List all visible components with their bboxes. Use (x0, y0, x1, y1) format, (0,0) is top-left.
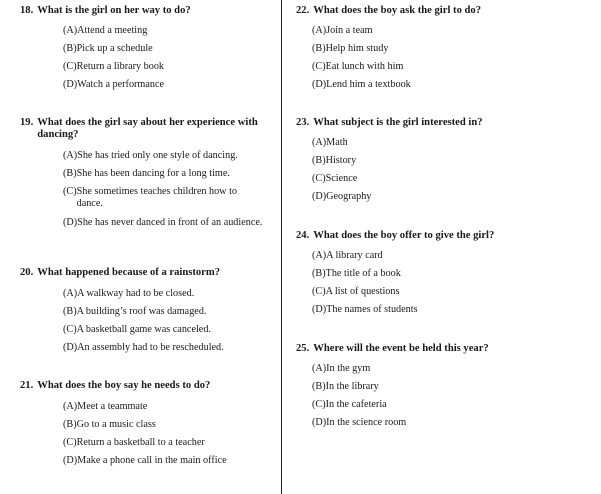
option-letter: (A) (312, 137, 327, 148)
option-text: Pick up a schedule (76, 43, 153, 54)
option-letter: (A) (312, 250, 327, 261)
question-text: What does the boy offer to give the girl? (313, 230, 495, 241)
option-text: She has never danced in front of an audience. (77, 217, 263, 228)
option-23-d[interactable] (312, 191, 562, 203)
option-22-a[interactable] (312, 25, 562, 37)
option-text: A library card (326, 250, 383, 261)
option-20-a[interactable] (63, 288, 263, 300)
question-stem (296, 5, 586, 17)
option-23-b[interactable] (312, 155, 562, 167)
option-text: In the gym (326, 363, 371, 374)
option-text: Math (326, 137, 348, 148)
option-19-c[interactable] (63, 186, 263, 210)
option-23-c[interactable] (312, 173, 562, 185)
option-letter: (D) (63, 455, 78, 466)
option-text: A basketball game was canceled. (76, 324, 211, 335)
option-19-d[interactable] (63, 217, 263, 229)
option-18-a[interactable] (63, 25, 263, 37)
question-text: What does the girl say about her experience with dancing? (37, 117, 258, 140)
option-22-c[interactable] (312, 61, 562, 73)
option-text: She sometimes teaches children how to dance. (76, 186, 238, 209)
option-text: In the science room (326, 417, 407, 428)
option-letter: (C) (312, 399, 326, 410)
option-letter: (B) (63, 43, 77, 54)
option-text: A building’s roof was damaged. (76, 306, 207, 317)
option-text: The title of a book (325, 268, 401, 279)
question-text: What happened because of a rainstorm? (37, 267, 220, 278)
option-text: Go to a music class (76, 419, 156, 430)
option-24-c[interactable] (312, 286, 562, 298)
option-text: Make a phone call in the main office (77, 455, 227, 466)
question-stem (20, 5, 270, 17)
question-number: 20. (20, 267, 34, 278)
question-stem (296, 230, 586, 242)
option-letter: (C) (312, 173, 326, 184)
option-text: Return a basketball to a teacher (76, 437, 205, 448)
question-23 (296, 117, 586, 129)
option-22-d[interactable] (312, 79, 562, 91)
option-text: She has been dancing for a long time. (76, 168, 230, 179)
option-24-d[interactable] (312, 304, 562, 316)
option-21-b[interactable] (63, 419, 263, 431)
option-letter: (C) (63, 186, 77, 197)
option-20-c[interactable] (63, 324, 263, 336)
option-text: The names of students (326, 304, 418, 315)
option-22-b[interactable] (312, 43, 562, 55)
option-21-a[interactable] (63, 401, 263, 413)
option-letter: (C) (312, 286, 326, 297)
option-25-b[interactable] (312, 381, 562, 393)
column-divider (281, 0, 282, 494)
option-letter: (B) (312, 268, 326, 279)
option-letter: (D) (312, 417, 327, 428)
option-25-c[interactable] (312, 399, 562, 411)
option-letter: (D) (312, 304, 327, 315)
option-18-b[interactable] (63, 43, 263, 55)
option-letter: (C) (63, 437, 77, 448)
question-text: What does the boy say he needs to do? (37, 380, 211, 391)
option-letter: (A) (63, 288, 78, 299)
option-text: An assembly had to be rescheduled. (77, 342, 224, 353)
question-text: What is the girl on her way to do? (37, 5, 191, 16)
option-21-d[interactable] (63, 455, 263, 467)
question-text: What does the boy ask the girl to do? (313, 5, 481, 16)
question-text: Where will the event be held this year? (313, 343, 489, 354)
option-25-a[interactable] (312, 363, 562, 375)
option-text: In the library (325, 381, 379, 392)
option-25-d[interactable] (312, 417, 562, 429)
option-letter: (A) (63, 150, 78, 161)
option-24-b[interactable] (312, 268, 562, 280)
option-letter: (B) (312, 381, 326, 392)
option-text: Watch a performance (77, 79, 165, 90)
question-stem (20, 380, 270, 392)
option-letter: (B) (63, 306, 77, 317)
question-25 (296, 343, 586, 355)
option-text: Eat lunch with him (325, 61, 404, 72)
option-text: Geography (326, 191, 372, 202)
option-text: Lend him a textbook (326, 79, 411, 90)
option-text: Return a library book (76, 61, 165, 72)
option-18-d[interactable] (63, 79, 263, 91)
question-24 (296, 230, 586, 242)
option-letter: (C) (63, 61, 77, 72)
option-20-b[interactable] (63, 306, 263, 318)
option-letter: (A) (312, 363, 327, 374)
option-21-c[interactable] (63, 437, 263, 449)
option-19-b[interactable] (63, 168, 263, 180)
option-text: In the cafeteria (325, 399, 387, 410)
option-letter: (B) (312, 43, 326, 54)
option-letter: (D) (312, 79, 327, 90)
option-23-a[interactable] (312, 137, 562, 149)
question-text: What subject is the girl interested in? (313, 117, 483, 128)
option-text: Join a team (326, 25, 373, 36)
question-21 (20, 380, 270, 392)
option-text: Attend a meeting (77, 25, 148, 36)
option-letter: (C) (63, 324, 77, 335)
option-20-d[interactable] (63, 342, 263, 354)
option-letter: (B) (63, 419, 77, 430)
option-text: A list of questions (325, 286, 400, 297)
option-18-c[interactable] (63, 61, 263, 73)
option-letter: (D) (63, 342, 78, 353)
question-number: 22. (296, 5, 310, 16)
option-letter: (A) (63, 401, 78, 412)
question-18 (20, 5, 270, 17)
option-text: History (325, 155, 357, 166)
option-text: Meet a teammate (77, 401, 148, 412)
option-letter: (D) (63, 217, 78, 228)
question-22 (296, 5, 586, 17)
option-text: Help him study (325, 43, 389, 54)
question-stem (296, 117, 586, 129)
question-number: 18. (20, 5, 34, 16)
option-text: A walkway had to be closed. (77, 288, 195, 299)
option-text: Science (325, 173, 358, 184)
option-letter: (B) (63, 168, 77, 179)
question-stem (296, 343, 586, 355)
question-stem (20, 267, 270, 279)
question-number: 24. (296, 230, 310, 241)
question-stem (20, 117, 270, 141)
option-letter: (A) (63, 25, 78, 36)
question-number: 25. (296, 343, 310, 354)
option-letter: (C) (312, 61, 326, 72)
option-text: She has tried only one style of dancing. (77, 150, 238, 161)
option-letter: (D) (63, 79, 78, 90)
option-24-a[interactable] (312, 250, 562, 262)
option-letter: (B) (312, 155, 326, 166)
question-number: 23. (296, 117, 310, 128)
question-number: 19. (20, 117, 34, 128)
option-letter: (D) (312, 191, 327, 202)
option-letter: (A) (312, 25, 327, 36)
question-20 (20, 267, 270, 279)
question-number: 21. (20, 380, 34, 391)
option-19-a[interactable] (63, 150, 263, 162)
question-19 (20, 117, 270, 141)
